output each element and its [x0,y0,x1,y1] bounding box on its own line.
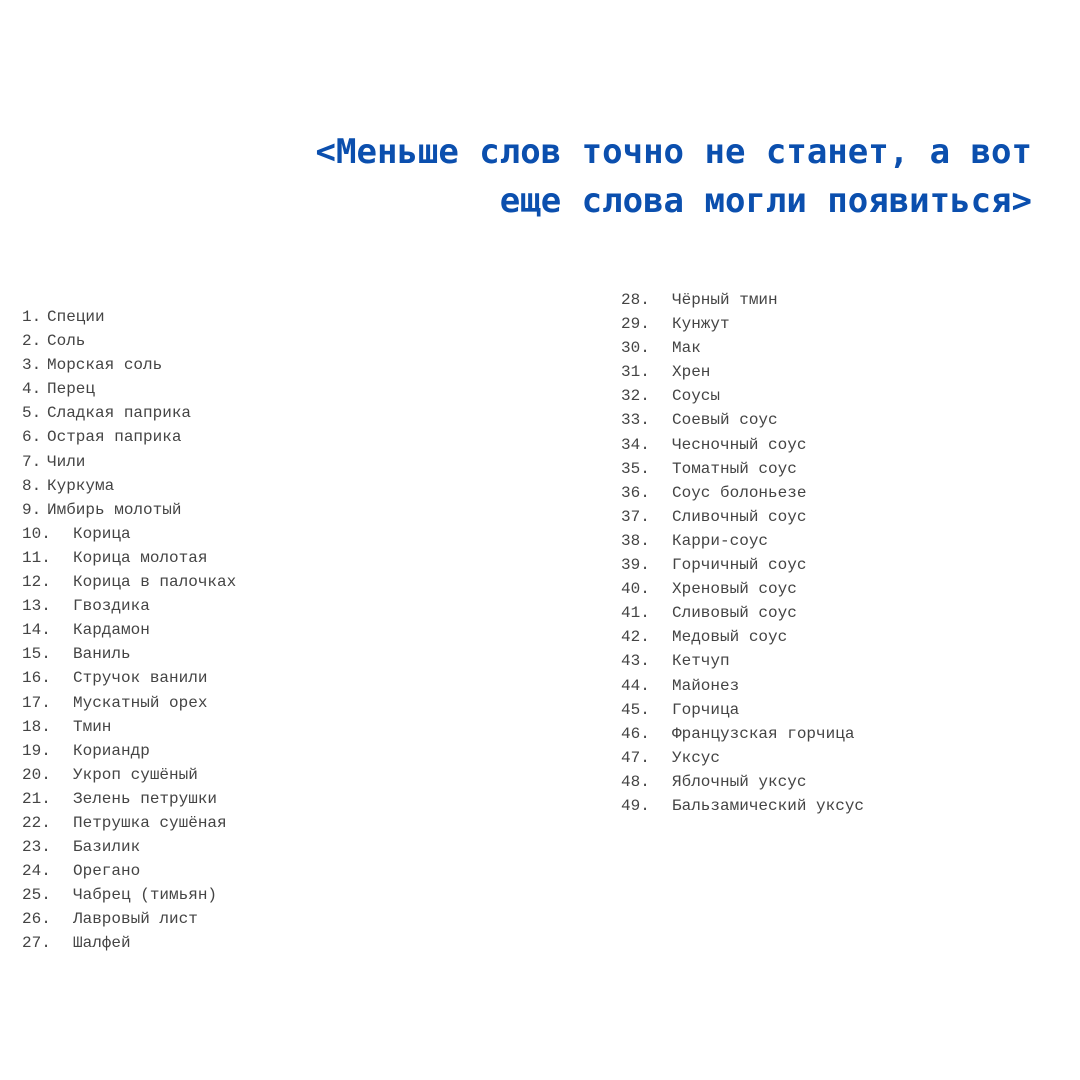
list-item [22,618,236,642]
list-item [621,360,864,384]
list-item-number: 41. [621,604,650,623]
list-item-text: Стручок ванили [73,669,208,688]
list-item-text: Сладкая паприка [47,404,192,423]
list-item-text: Соусы [672,387,721,406]
list-item [621,481,864,505]
list-item-number: 6. [22,428,42,447]
list-item-number: 40. [621,580,650,599]
list-item [621,674,864,698]
list-item [621,505,864,529]
list-item-text: Кунжут [672,315,730,334]
list-item-number: 49. [621,796,650,815]
list-item-text: Кориандр [73,741,150,760]
list-item [22,787,236,811]
list-item [22,401,236,425]
list-item [621,577,864,601]
list-item [22,594,236,618]
list-item-number: 46. [621,724,650,743]
list-item-text: Хреновый соус [672,580,797,599]
list-item [22,353,236,377]
list-item [22,546,236,570]
list-item [621,746,864,770]
list-item [22,883,236,907]
list-item [22,450,236,474]
list-item-text: Чёрный тмин [672,291,778,309]
list-item-text: Чили [47,452,86,471]
list-item-number: 44. [621,676,650,695]
list-item-text: Соус болоньезе [672,483,807,502]
list-item-text: Медовый соус [672,628,788,647]
list-item-number: 5. [22,404,42,423]
list-item-text: Корица молотая [73,548,208,567]
list-item-text: Базилик [73,838,141,857]
list-item-text: Укроп сушёный [73,765,198,784]
list-item-text: Соевый соус [672,411,778,430]
list-item-number: 31. [621,363,650,382]
list-item-text: Острая паприка [47,428,182,447]
list-item-text: Горчица [672,700,740,719]
list-item-number: 38. [621,531,650,550]
list-item [22,931,236,955]
list-item [621,457,864,481]
list-item-number: 47. [621,748,650,767]
list-item-number: 43. [621,652,650,671]
list-item-number: 48. [621,772,650,791]
list-item-number: 14. [22,621,51,640]
list-item [621,601,864,625]
list-item [22,377,236,401]
list-item-text: Тмин [73,717,112,736]
list-item [22,811,236,835]
list-item-text: Карри-соус [672,531,769,550]
list-item-text: Гвоздика [73,597,150,616]
list-item [621,794,864,818]
list-item-text: Яблочный уксус [672,772,807,791]
list-item-text: Мак [672,339,701,358]
list-item-text: Шалфей [73,934,131,953]
list-item-number: 19. [22,741,51,760]
list-item-number: 35. [621,459,650,478]
list-item-number: 36. [621,483,650,502]
list-item-text: Петрушка сушёная [73,813,227,832]
list-item [621,336,864,360]
spice-list-left-column [22,305,236,956]
list-item-number: 12. [22,573,51,592]
list-item [621,529,864,553]
list-item [621,384,864,408]
list-item [22,666,236,690]
headline-line-1: <Меньше слов точно не станет, а вот [315,132,1032,172]
list-item-text: Сливовый соус [672,604,797,623]
list-item-text: Кетчуп [672,652,730,671]
list-item [621,770,864,794]
list-item [22,425,236,449]
headline [132,128,1032,226]
list-item [621,408,864,432]
list-item [621,698,864,722]
list-item [22,859,236,883]
list-item-number: 1. [22,308,42,326]
list-item [22,474,236,498]
list-item-text: Мускатный орех [73,693,208,712]
list-item [621,625,864,649]
list-item-number: 33. [621,411,650,430]
list-item-number: 2. [22,332,42,351]
list-item-text: Специи [47,308,105,326]
list-item-number: 20. [22,765,51,784]
list-item-number: 28. [621,291,650,309]
list-item [22,642,236,666]
list-item-number: 13. [22,597,51,616]
list-item-text: Ваниль [73,645,131,664]
list-item-text: Куркума [47,476,115,495]
list-item-text: Горчичный соус [672,556,807,575]
list-item-text: Орегано [73,862,141,881]
list-item-number: 15. [22,645,51,664]
list-item [22,907,236,931]
list-item-number: 30. [621,339,650,358]
list-item-number: 39. [621,556,650,575]
list-item-number: 4. [22,380,42,399]
list-item-text: Чесночный соус [672,435,807,454]
list-item-number: 18. [22,717,51,736]
list-item-text: Бальзамический уксус [672,796,865,815]
list-item [621,649,864,673]
list-item-number: 45. [621,700,650,719]
list-item [22,522,236,546]
list-item-number: 7. [22,452,42,471]
list-item-text: Лавровый лист [73,910,198,929]
list-item-number: 37. [621,507,650,526]
headline-line-2: еще слова могли появиться> [499,181,1032,221]
list-item [22,570,236,594]
list-item-text: Сливочный соус [672,507,807,526]
list-item-text: Чабрец (тимьян) [73,886,218,905]
list-item-text: Кардамон [73,621,150,640]
list-item [621,433,864,457]
list-item-text: Хрен [672,363,711,382]
list-item-number: 42. [621,628,650,647]
list-item-number: 25. [22,886,51,905]
list-item-number: 11. [22,548,51,567]
list-item [621,553,864,577]
list-item-text: Корица [73,524,131,543]
list-item-number: 22. [22,813,51,832]
list-item-number: 17. [22,693,51,712]
list-item [22,691,236,715]
list-item-number: 21. [22,789,51,808]
list-item [22,329,236,353]
list-item [22,763,236,787]
list-item [621,312,864,336]
list-item-number: 3. [22,356,42,375]
list-item-number: 32. [621,387,650,406]
list-item-number: 8. [22,476,42,495]
list-item-number: 16. [22,669,51,688]
list-item [22,739,236,763]
list-item-number: 23. [22,838,51,857]
list-item-text: Имбирь молотый [47,500,182,519]
list-item [22,305,236,329]
list-item-number: 26. [22,910,51,929]
list-item-number: 27. [22,934,51,953]
list-item-text: Перец [47,380,96,399]
list-item [22,498,236,522]
list-item-text: Соль [47,332,86,351]
list-item-text: Майонез [672,676,740,695]
list-item-number: 34. [621,435,650,454]
list-item-number: 10. [22,524,51,543]
list-item [22,835,236,859]
spice-list-right-column [621,288,864,818]
list-item-text: Французская горчица [672,724,855,743]
list-item-text: Томатный соус [672,459,797,478]
list-item-text: Корица в палочках [73,573,237,592]
list-item-number: 29. [621,315,650,334]
list-item [621,722,864,746]
list-item-text: Зелень петрушки [73,789,218,808]
list-item-text: Уксус [672,748,721,767]
list-item [621,288,864,312]
list-item-number: 24. [22,862,51,881]
list-item [22,715,236,739]
list-item-number: 9. [22,500,42,519]
list-item-text: Морская соль [47,356,163,375]
